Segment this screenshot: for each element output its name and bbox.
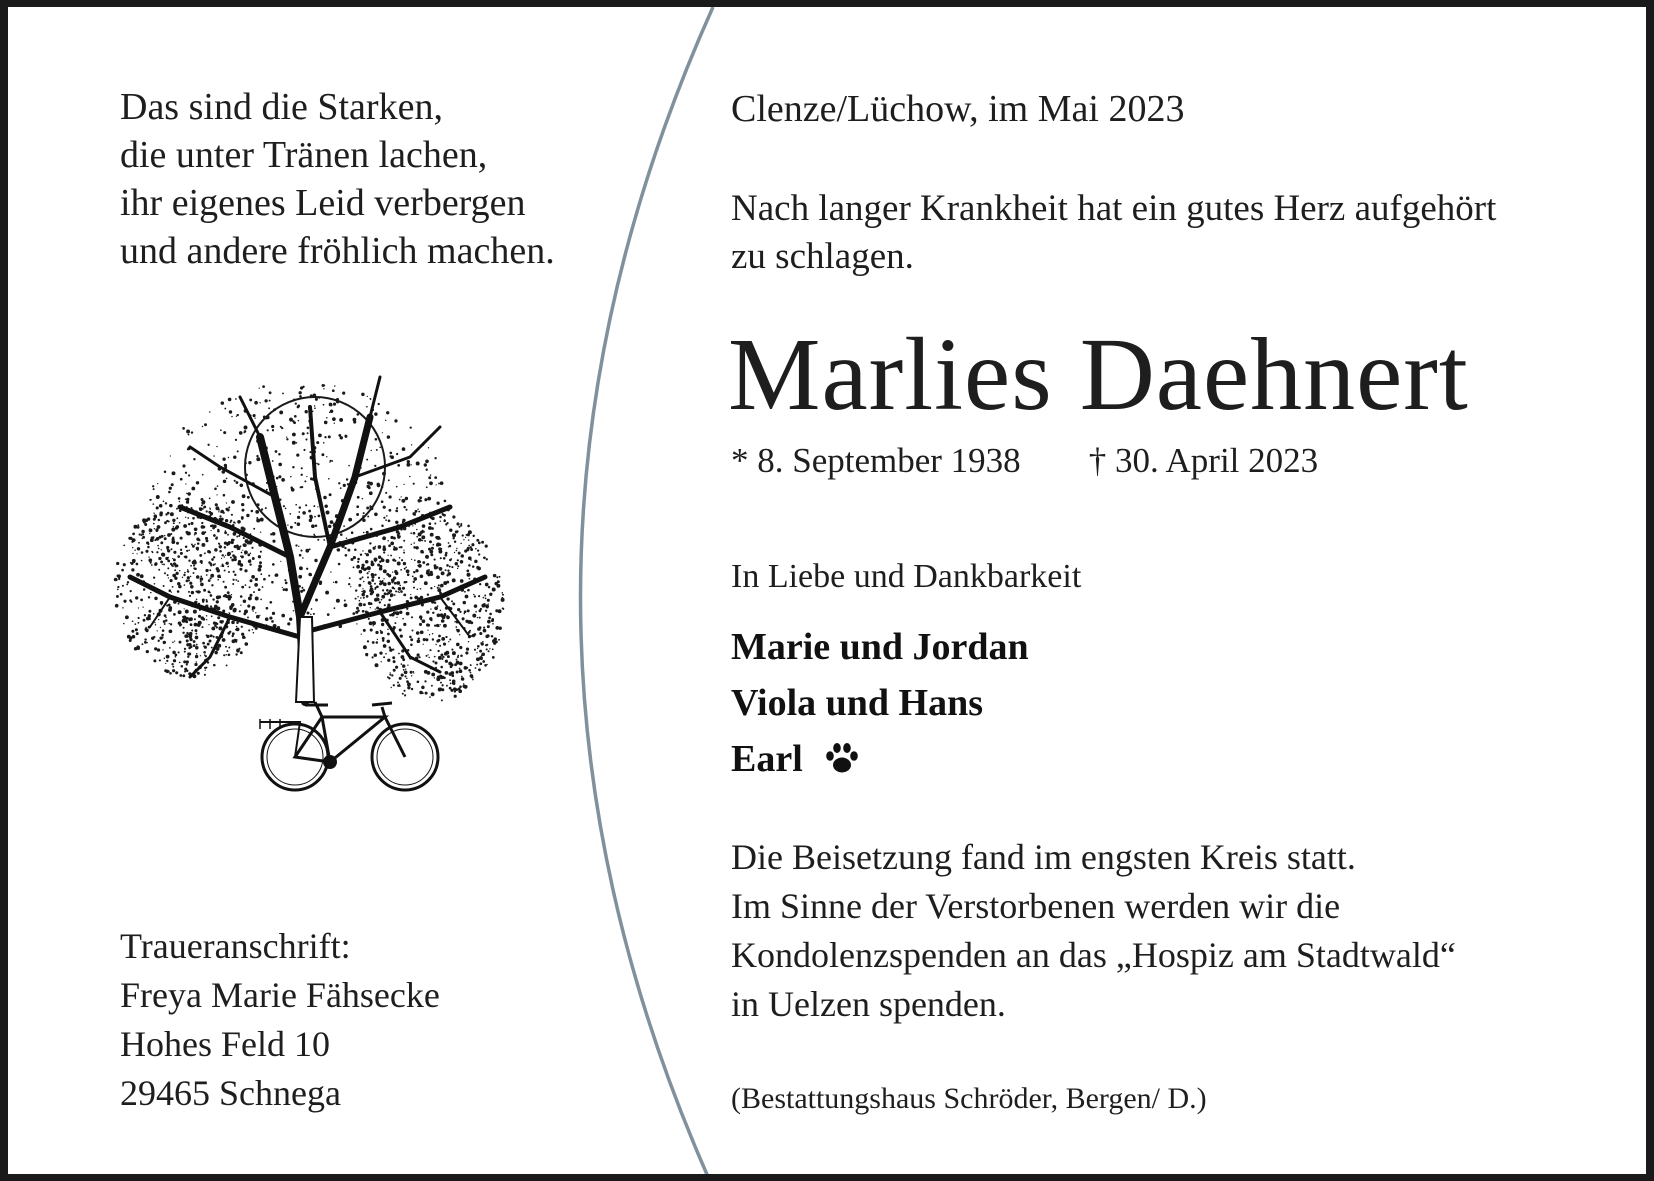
mourner-row bbox=[731, 731, 1029, 787]
memorial-verse bbox=[120, 83, 555, 275]
verse-line: und andere fröhlich machen. bbox=[120, 230, 555, 272]
birth-date: * 8. September 1938 bbox=[731, 441, 1021, 480]
funeral-home: (Bestattungshaus Schröder, Bergen/ D.) bbox=[731, 1082, 1207, 1115]
burial-line: Die Beisetzung fand im engsten Kreis statt. bbox=[731, 837, 1356, 877]
mourner: Viola und Hans bbox=[731, 682, 984, 724]
love-line: In Liebe und Dankbarkeit bbox=[731, 558, 1082, 595]
mourners-list bbox=[731, 619, 1029, 787]
address-city: 29465 Schnega bbox=[120, 1073, 341, 1113]
burial-line: in Uelzen spenden. bbox=[731, 984, 1006, 1024]
paw-print-icon bbox=[824, 741, 860, 775]
mourning-address bbox=[120, 922, 440, 1118]
mourner: Marie und Jordan bbox=[731, 626, 1029, 668]
bicycle bbox=[260, 702, 438, 790]
intro-line: Nach langer Krankheit hat ein gutes Herz aufgehört bbox=[731, 188, 1497, 229]
verse-line: Das sind die Starken, bbox=[120, 86, 443, 128]
life-dates bbox=[731, 439, 1318, 483]
deceased-name: Marlies Daehnert bbox=[728, 317, 1469, 432]
verse-line: die unter Tränen lachen, bbox=[120, 134, 488, 176]
address-street: Hohes Feld 10 bbox=[120, 1024, 330, 1064]
burial-notice bbox=[731, 833, 1456, 1029]
address-name: Freya Marie Fähsecke bbox=[120, 975, 440, 1015]
death-date: † 30. April 2023 bbox=[1088, 441, 1319, 480]
verse-line: ihr eigenes Leid verbergen bbox=[120, 182, 526, 224]
burial-line: Kondolenzspenden an das „Hospiz am Stadtwald“ bbox=[731, 935, 1456, 975]
place-date: Clenze/Lüchow, im Mai 2023 bbox=[731, 88, 1185, 130]
tree-bicycle-icon bbox=[100, 357, 520, 837]
address-heading: Traueranschrift: bbox=[120, 926, 351, 966]
intro-line: zu schlagen. bbox=[731, 236, 914, 277]
burial-line: Im Sinne der Verstorbenen werden wir die bbox=[731, 886, 1341, 926]
intro-text bbox=[731, 185, 1496, 281]
mourner: Earl bbox=[731, 738, 803, 780]
